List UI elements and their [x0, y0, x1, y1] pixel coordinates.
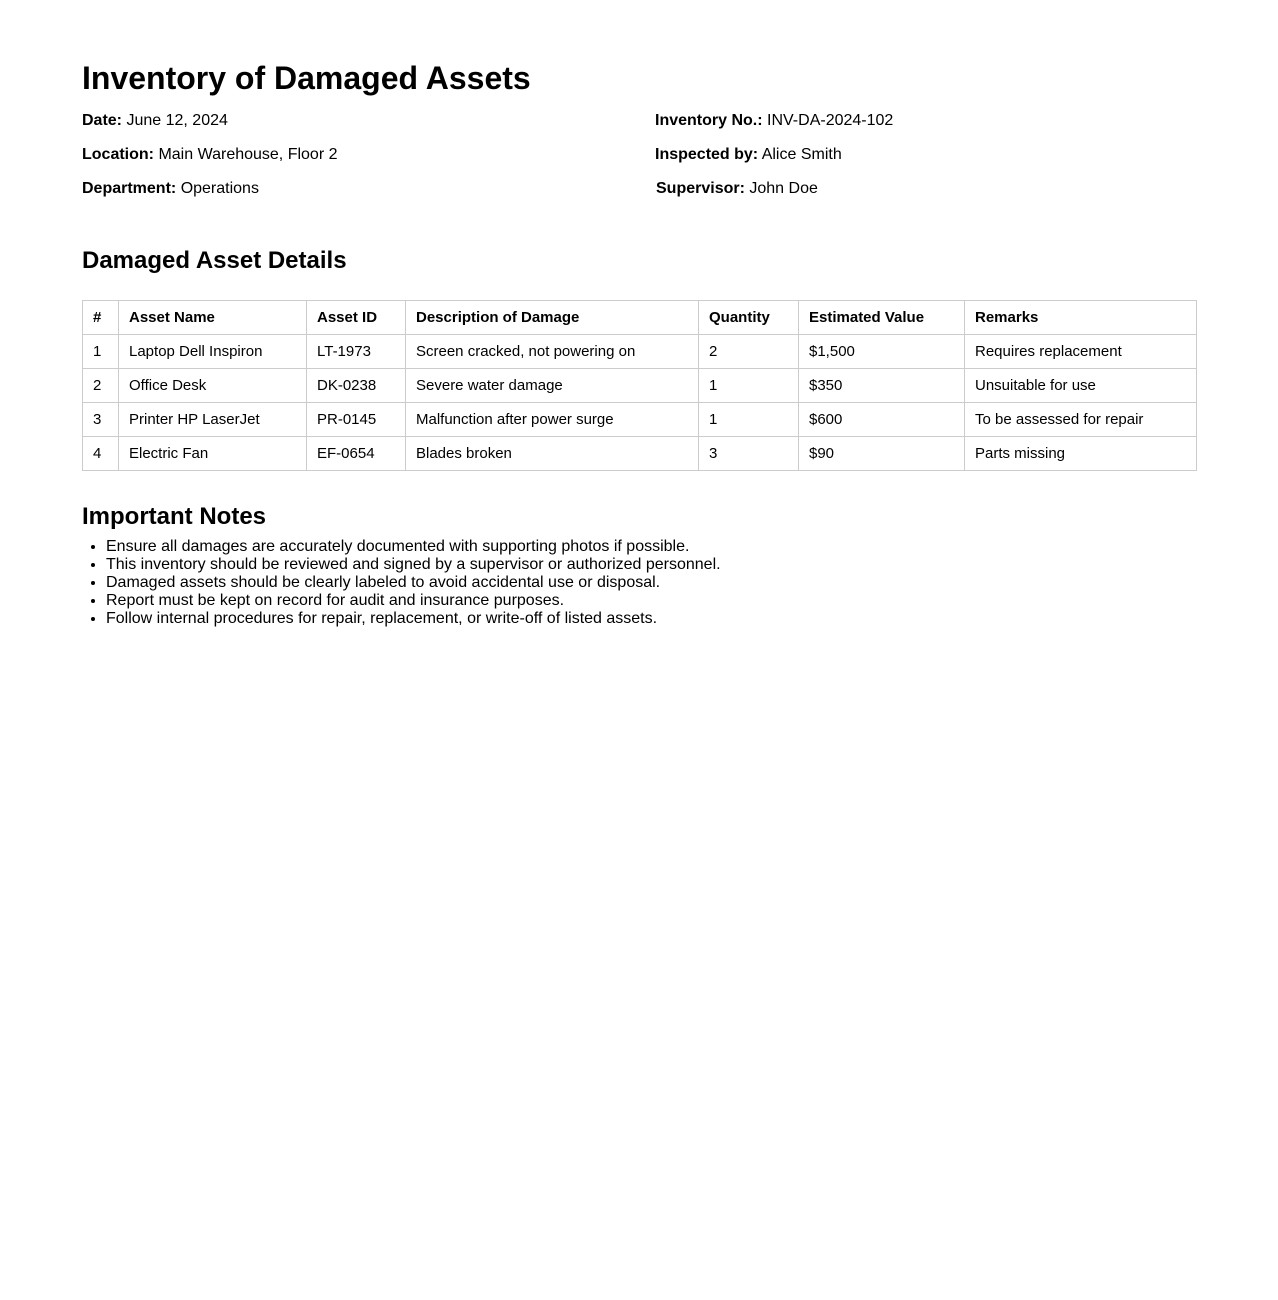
- meta-inventory-no-value: INV-DA-2024-102: [767, 112, 894, 129]
- list-item: • Ensure all damages are accurately documented with supporting photos if possible.: [106, 538, 1196, 556]
- table-cell: Unsuitable for use: [965, 369, 1197, 403]
- meta-date-value: June 12, 2024: [126, 112, 228, 129]
- meta-department-value: Operations: [180, 180, 259, 197]
- damaged-assets-table: [82, 300, 1197, 471]
- table-cell: Screen cracked, not powering on: [406, 335, 699, 369]
- meta-inspected-by-value: Alice Smith: [761, 146, 842, 163]
- list-item: • Report must be kept on record for audit and insurance purposes.: [106, 592, 1196, 610]
- document-page: [0, 0, 1278, 628]
- meta-inventory-no: [655, 111, 893, 131]
- document-metadata: [82, 111, 1196, 213]
- meta-location-value: Main Warehouse, Floor 2: [158, 146, 338, 163]
- table-cell: 3: [83, 403, 119, 437]
- meta-supervisor-label: Supervisor:: [656, 180, 745, 197]
- table-cell: Laptop Dell Inspiron: [119, 335, 307, 369]
- table-cell: 3: [699, 437, 799, 471]
- table-cell: LT-1973: [307, 335, 406, 369]
- table-cell: EF-0654: [307, 437, 406, 471]
- document-title: Inventory of Damaged Assets: [82, 60, 531, 96]
- notes-list: [82, 538, 1196, 628]
- table-cell: Malfunction after power surge: [406, 403, 699, 437]
- table-cell: $600: [799, 403, 965, 437]
- meta-supervisor: [656, 179, 818, 199]
- table-cell: PR-0145: [307, 403, 406, 437]
- list-item: • Follow internal procedures for repair, replacement, or write-off of listed assets.: [106, 610, 1196, 628]
- column-header: Asset ID: [307, 301, 406, 335]
- table-header-row: [83, 301, 1197, 335]
- meta-inventory-no-label: Inventory No.:: [655, 112, 763, 129]
- column-header: Asset Name: [119, 301, 307, 335]
- table-row: [83, 403, 1197, 437]
- table-cell: 1: [699, 369, 799, 403]
- column-header: Remarks: [965, 301, 1197, 335]
- table-cell: 1: [83, 335, 119, 369]
- meta-date: [82, 111, 228, 131]
- meta-department: [82, 179, 259, 199]
- column-header: Description of Damage: [406, 301, 699, 335]
- list-item: • This inventory should be reviewed and signed by a supervisor or authorized personnel.: [106, 556, 1196, 574]
- table-cell: 1: [699, 403, 799, 437]
- table-cell: Office Desk: [119, 369, 307, 403]
- meta-department-label: Department:: [82, 180, 177, 197]
- table-cell: 2: [83, 369, 119, 403]
- column-header: Quantity: [699, 301, 799, 335]
- table-cell: Requires replacement: [965, 335, 1197, 369]
- table-cell: 2: [699, 335, 799, 369]
- meta-location-label: Location:: [82, 146, 154, 163]
- meta-inspected-by-label: Inspected by:: [655, 146, 759, 163]
- table-cell: Printer HP LaserJet: [119, 403, 307, 437]
- table-cell: 4: [83, 437, 119, 471]
- table-cell: To be assessed for repair: [965, 403, 1197, 437]
- table-row: [83, 369, 1197, 403]
- meta-inspected-by: [655, 145, 842, 165]
- list-item: • Damaged assets should be clearly labeled to avoid accidental use or disposal.: [106, 574, 1196, 592]
- meta-location: [82, 145, 338, 165]
- table-cell: $350: [799, 369, 965, 403]
- column-header: #: [83, 301, 119, 335]
- table-cell: DK-0238: [307, 369, 406, 403]
- column-header: Estimated Value: [799, 301, 965, 335]
- table-cell: Parts missing: [965, 437, 1197, 471]
- meta-supervisor-value: John Doe: [749, 180, 818, 197]
- table-row: [83, 437, 1197, 471]
- table-cell: $90: [799, 437, 965, 471]
- table-cell: Electric Fan: [119, 437, 307, 471]
- table-row: [83, 335, 1197, 369]
- table-cell: Severe water damage: [406, 369, 699, 403]
- details-heading: Damaged Asset Details: [82, 247, 347, 274]
- table-cell: Blades broken: [406, 437, 699, 471]
- notes-heading: Important Notes: [82, 503, 267, 530]
- table-cell: $1,500: [799, 335, 965, 369]
- meta-date-label: Date:: [82, 112, 123, 129]
